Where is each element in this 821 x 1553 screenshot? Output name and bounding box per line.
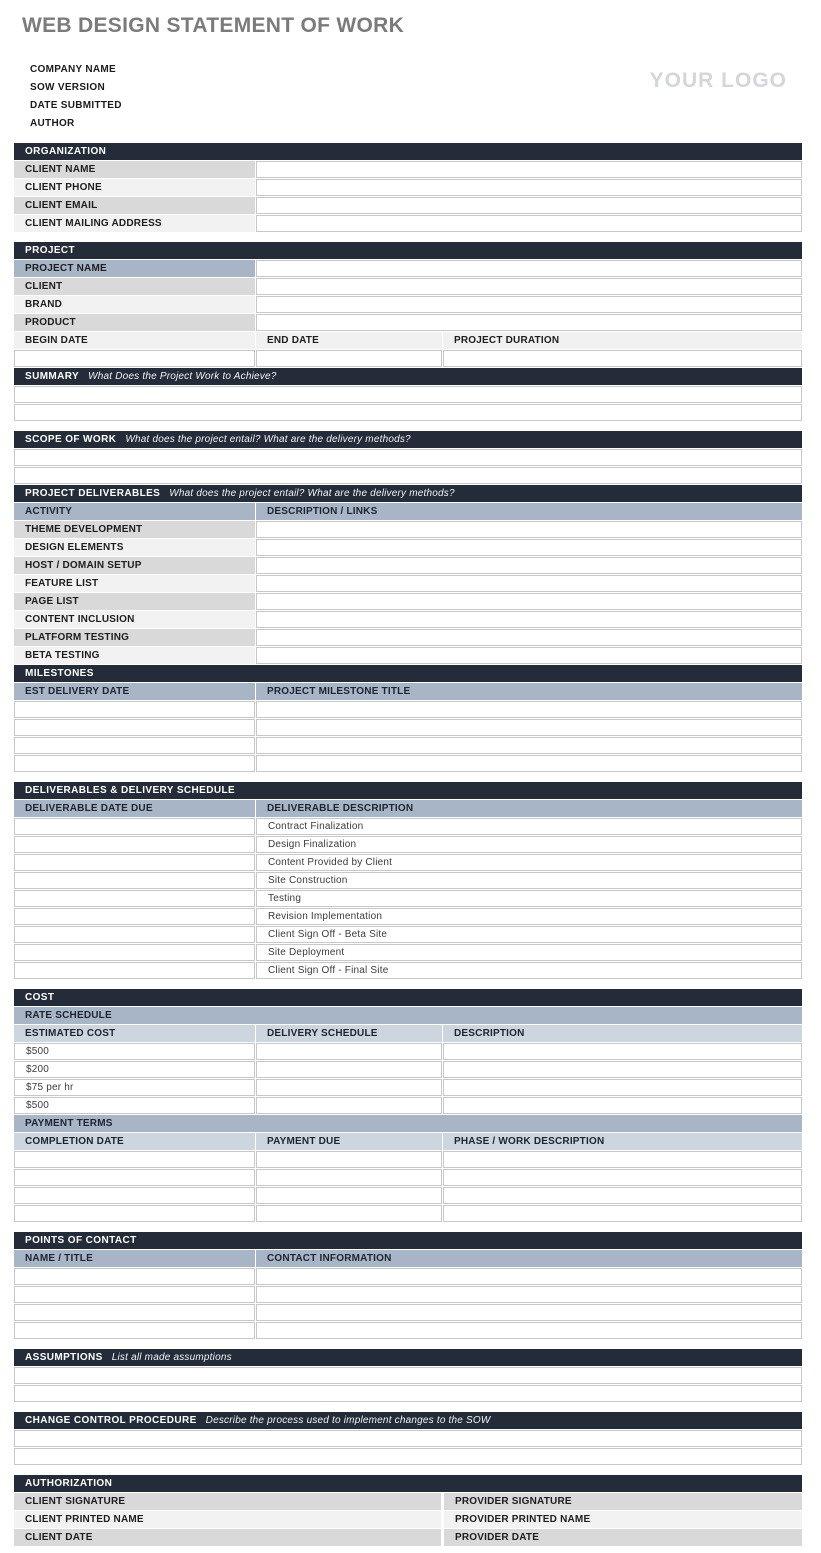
date-value-cell[interactable]: [14, 755, 255, 772]
project-date-value-row: [14, 350, 802, 367]
authorization-header: AUTHORIZATION: [14, 1475, 802, 1492]
deliverable-description-cell: Testing: [256, 890, 802, 907]
value-cell[interactable]: [14, 1430, 802, 1447]
summary-section: [14, 368, 802, 421]
table-row: [14, 314, 802, 331]
description-value-cell[interactable]: [256, 539, 802, 556]
table-row: [14, 836, 802, 853]
table-row: [14, 701, 802, 718]
table-row: [14, 296, 802, 313]
deliverables-column-header-row: [14, 503, 802, 520]
table-row: [14, 755, 802, 772]
contact-information-column-header: CONTACT INFORMATION: [256, 1250, 802, 1267]
description-value-cell[interactable]: [256, 611, 802, 628]
table-row: [14, 647, 802, 664]
value-cell[interactable]: [256, 215, 802, 232]
rate-column-header-row: [14, 1025, 802, 1042]
value-cell[interactable]: [14, 467, 802, 484]
table-row: [14, 1304, 802, 1321]
value-cell[interactable]: [14, 1448, 802, 1465]
project-duration-header: PROJECT DURATION: [443, 332, 802, 349]
contact-information-value-cell[interactable]: [256, 1322, 802, 1339]
estimated-cost-cell[interactable]: $200: [14, 1061, 255, 1078]
milestones-section: [14, 665, 802, 772]
date-due-value-cell[interactable]: [14, 890, 255, 907]
provider-signature-label-cell: PROVIDER SIGNATURE: [444, 1493, 802, 1510]
table-row: [14, 1511, 802, 1528]
table-row: [14, 260, 802, 277]
date-due-value-cell[interactable]: [14, 962, 255, 979]
milestone-value-cell[interactable]: [256, 755, 802, 772]
name-title-value-cell[interactable]: [14, 1322, 255, 1339]
begin-date-header: BEGIN DATE: [14, 332, 255, 349]
delivery-schedule-cell[interactable]: [256, 1043, 442, 1060]
client-signature-label-cell: CLIENT DATE: [14, 1529, 441, 1546]
table-row: [14, 1097, 802, 1114]
table-row: [14, 854, 802, 871]
begin-date-cell[interactable]: [14, 350, 255, 367]
value-cell[interactable]: [256, 314, 802, 331]
table-row: [14, 179, 802, 196]
table-row: [14, 611, 802, 628]
blank-row: [14, 1385, 802, 1402]
value-cell[interactable]: [14, 1385, 802, 1402]
delivery-schedule-cell[interactable]: [256, 1097, 442, 1114]
table-row: [14, 161, 802, 178]
provider-signature-label-cell: PROVIDER DATE: [444, 1529, 802, 1546]
table-row: [14, 1079, 802, 1096]
table-row: [14, 1205, 802, 1222]
table-row: [14, 1268, 802, 1285]
label-cell: CLIENT EMAIL: [14, 197, 255, 214]
description-value-cell[interactable]: [256, 629, 802, 646]
organization-section: [14, 143, 802, 232]
deliverable-description-cell: Contract Finalization: [256, 818, 802, 835]
date-due-value-cell[interactable]: [14, 944, 255, 961]
table-row: [14, 539, 802, 556]
completion-date-cell[interactable]: [14, 1187, 255, 1204]
name-title-value-cell[interactable]: [14, 1304, 255, 1321]
table-row: [14, 926, 802, 943]
phase-work-description-cell[interactable]: [443, 1205, 802, 1222]
description-value-cell[interactable]: [256, 557, 802, 574]
label-cell: CLIENT NAME: [14, 161, 255, 178]
rate-schedule-subheader-row: [14, 1007, 802, 1024]
date-due-column-header: DELIVERABLE DATE DUE: [14, 800, 255, 817]
points-of-contact-header: POINTS OF CONTACT: [14, 1232, 802, 1249]
milestones-column-header-row: [14, 683, 802, 700]
project-deliverables-header: PROJECT DELIVERABLES What does the project entail? What are the delivery methods?: [14, 485, 802, 502]
deliverable-description-cell: Site Deployment: [256, 944, 802, 961]
value-cell[interactable]: [256, 197, 802, 214]
table-row: [14, 1043, 802, 1060]
description-cell[interactable]: [443, 1079, 802, 1096]
table-row: [14, 575, 802, 592]
value-cell[interactable]: [14, 404, 802, 421]
activity-label-cell: PAGE LIST: [14, 593, 255, 610]
description-value-cell[interactable]: [256, 521, 802, 538]
assumptions-header: ASSUMPTIONS List all made assumptions: [14, 1349, 802, 1366]
estimated-cost-cell[interactable]: $500: [14, 1097, 255, 1114]
delivery-schedule-cell[interactable]: [256, 1061, 442, 1078]
description-cell[interactable]: [443, 1061, 802, 1078]
date-due-value-cell[interactable]: [14, 926, 255, 943]
table-row: [14, 1286, 802, 1303]
phase-work-description-cell[interactable]: [443, 1169, 802, 1186]
est-delivery-date-column-header: EST DELIVERY DATE: [14, 683, 255, 700]
label-cell: PROJECT NAME: [14, 260, 255, 277]
contact-information-value-cell[interactable]: [256, 1304, 802, 1321]
blank-row: [14, 1367, 802, 1384]
value-cell[interactable]: [256, 179, 802, 196]
end-date-cell[interactable]: [256, 350, 442, 367]
end-date-header: END DATE: [256, 332, 442, 349]
table-row: [14, 737, 802, 754]
client-signature-label-cell: CLIENT SIGNATURE: [14, 1493, 441, 1510]
description-cell[interactable]: [443, 1097, 802, 1114]
delivery-schedule-header: DELIVERABLES & DELIVERY SCHEDULE: [14, 782, 802, 799]
phase-work-description-cell[interactable]: [443, 1151, 802, 1168]
value-cell[interactable]: [256, 296, 802, 313]
authorization-section: [14, 1475, 802, 1546]
name-title-value-cell[interactable]: [14, 1268, 255, 1285]
deliverables-subtitle: What does the project entail? What are the delivery methods?: [169, 488, 455, 499]
table-row: [14, 521, 802, 538]
description-column-header: DESCRIPTION / LINKS: [256, 503, 802, 520]
table-row: [14, 278, 802, 295]
date-due-value-cell[interactable]: [14, 908, 255, 925]
change-control-header: CHANGE CONTROL PROCEDURE Describe the process used to implement changes to the SOW: [14, 1412, 802, 1429]
label-cell: CLIENT MAILING ADDRESS: [14, 215, 255, 232]
estimated-cost-cell[interactable]: $75 per hr: [14, 1079, 255, 1096]
milestone-value-cell[interactable]: [256, 737, 802, 754]
project-header: PROJECT: [14, 242, 802, 259]
milestone-value-cell[interactable]: [256, 719, 802, 736]
activity-label-cell: FEATURE LIST: [14, 575, 255, 592]
date-due-value-cell[interactable]: [14, 836, 255, 853]
deliverable-description-cell: Design Finalization: [256, 836, 802, 853]
description-column-header: DESCRIPTION: [443, 1025, 802, 1042]
project-duration-cell[interactable]: [443, 350, 802, 367]
date-value-cell[interactable]: [14, 737, 255, 754]
delivery-schedule-section: [14, 782, 802, 979]
value-cell[interactable]: [256, 260, 802, 277]
value-cell[interactable]: [14, 386, 802, 403]
payment-due-cell[interactable]: [256, 1187, 442, 1204]
deliverable-description-cell: Revision Implementation: [256, 908, 802, 925]
scope-of-work-section: [14, 431, 802, 484]
summary-header: SUMMARY What Does the Project Work to Achieve?: [14, 368, 802, 385]
table-row: [14, 197, 802, 214]
date-value-cell[interactable]: [14, 701, 255, 718]
activity-label-cell: DESIGN ELEMENTS: [14, 539, 255, 556]
deliverable-description-cell: Client Sign Off - Final Site: [256, 962, 802, 979]
activity-column-header: ACTIVITY: [14, 503, 255, 520]
meta-field-label: SOW VERSION: [30, 82, 105, 93]
table-row: [14, 1169, 802, 1186]
client-signature-label-cell: CLIENT PRINTED NAME: [14, 1511, 441, 1528]
points-of-contact-section: [14, 1232, 802, 1339]
payment-due-column-header: PAYMENT DUE: [256, 1133, 442, 1150]
table-row: [14, 215, 802, 232]
deliverable-description-cell: Site Construction: [256, 872, 802, 889]
table-row: [14, 1061, 802, 1078]
provider-signature-label-cell: PROVIDER PRINTED NAME: [444, 1511, 802, 1528]
activity-label-cell: THEME DEVELOPMENT: [14, 521, 255, 538]
table-row: [14, 1151, 802, 1168]
date-value-cell[interactable]: [14, 719, 255, 736]
table-row: [14, 818, 802, 835]
rate-schedule-label: RATE SCHEDULE: [14, 1007, 802, 1024]
project-date-header-row: [14, 332, 802, 349]
date-due-value-cell[interactable]: [14, 872, 255, 889]
estimated-cost-column-header: ESTIMATED COST: [14, 1025, 255, 1042]
delivery-schedule-column-header-row: [14, 800, 802, 817]
payment-due-cell[interactable]: [256, 1151, 442, 1168]
table-row: [14, 908, 802, 925]
table-row: [14, 1493, 802, 1510]
scope-of-work-header: SCOPE OF WORK What does the project entail? What are the delivery methods?: [14, 431, 802, 448]
milestone-title-column-header: PROJECT MILESTONE TITLE: [256, 683, 802, 700]
payment-due-cell[interactable]: [256, 1169, 442, 1186]
table-row: [14, 944, 802, 961]
cost-section: [14, 989, 802, 1222]
payment-column-header-row: [14, 1133, 802, 1150]
blank-row: [14, 404, 802, 421]
page-title: WEB DESIGN STATEMENT OF WORK: [22, 14, 405, 37]
table-row: [14, 890, 802, 907]
table-row: [14, 557, 802, 574]
description-value-cell[interactable]: [256, 575, 802, 592]
value-cell[interactable]: [256, 278, 802, 295]
deliverable-description-cell: Content Provided by Client: [256, 854, 802, 871]
delivery-schedule-column-header: DELIVERY SCHEDULE: [256, 1025, 442, 1042]
sow-document: [0, 14, 821, 1553]
organization-header: ORGANIZATION: [14, 143, 802, 160]
project-deliverables-section: [14, 485, 802, 664]
blank-row: [14, 449, 802, 466]
completion-date-cell[interactable]: [14, 1151, 255, 1168]
payment-due-cell[interactable]: [256, 1205, 442, 1222]
payment-terms-label: PAYMENT TERMS: [14, 1115, 802, 1132]
table-row: [14, 593, 802, 610]
table-row: [14, 1322, 802, 1339]
meta-field-label: COMPANY NAME: [30, 64, 117, 75]
blank-row: [14, 1430, 802, 1447]
payment-terms-subheader-row: [14, 1115, 802, 1132]
completion-date-cell[interactable]: [14, 1205, 255, 1222]
description-value-cell[interactable]: [256, 593, 802, 610]
deliverable-description-column-header: DELIVERABLE DESCRIPTION: [256, 800, 802, 817]
label-cell: PRODUCT: [14, 314, 255, 331]
deliverable-description-cell: Client Sign Off - Beta Site: [256, 926, 802, 943]
delivery-schedule-cell[interactable]: [256, 1079, 442, 1096]
table-row: [14, 1529, 802, 1546]
estimated-cost-cell[interactable]: $500: [14, 1043, 255, 1060]
contacts-column-header-row: [14, 1250, 802, 1267]
activity-label-cell: PLATFORM TESTING: [14, 629, 255, 646]
table-row: [14, 962, 802, 979]
value-cell[interactable]: [14, 1367, 802, 1384]
value-cell[interactable]: [256, 161, 802, 178]
project-section: [14, 242, 802, 367]
table-row: [14, 872, 802, 889]
activity-label-cell: HOST / DOMAIN SETUP: [14, 557, 255, 574]
change-control-subtitle: Describe the process used to implement changes to the SOW: [205, 1415, 491, 1426]
blank-row: [14, 386, 802, 403]
completion-date-column-header: COMPLETION DATE: [14, 1133, 255, 1150]
table-row: [14, 719, 802, 736]
name-title-value-cell[interactable]: [14, 1286, 255, 1303]
label-cell: CLIENT PHONE: [14, 179, 255, 196]
date-due-value-cell[interactable]: [14, 854, 255, 871]
summary-subtitle: What Does the Project Work to Achieve?: [88, 371, 277, 382]
blank-row: [14, 467, 802, 484]
contact-information-value-cell[interactable]: [256, 1268, 802, 1285]
meta-field-label: AUTHOR: [30, 118, 75, 129]
activity-label-cell: BETA TESTING: [14, 647, 255, 664]
logo-placeholder: YOUR LOGO: [649, 69, 787, 92]
milestones-header: MILESTONES: [14, 665, 802, 682]
description-value-cell[interactable]: [256, 647, 802, 664]
meta-field-label: DATE SUBMITTED: [30, 100, 122, 111]
table-row: [14, 1187, 802, 1204]
value-cell[interactable]: [14, 449, 802, 466]
contact-information-value-cell[interactable]: [256, 1286, 802, 1303]
activity-label-cell: CONTENT INCLUSION: [14, 611, 255, 628]
assumptions-subtitle: List all made assumptions: [111, 1352, 232, 1363]
scope-subtitle: What does the project entail? What are the delivery methods?: [125, 434, 411, 445]
change-control-section: [14, 1412, 802, 1465]
phase-work-description-column-header: PHASE / WORK DESCRIPTION: [443, 1133, 802, 1150]
phase-work-description-cell[interactable]: [443, 1187, 802, 1204]
date-due-value-cell[interactable]: [14, 818, 255, 835]
assumptions-section: [14, 1349, 802, 1402]
blank-row: [14, 1448, 802, 1465]
cost-header: COST: [14, 989, 802, 1006]
label-cell: BRAND: [14, 296, 255, 313]
label-cell: CLIENT: [14, 278, 255, 295]
table-row: [14, 629, 802, 646]
description-cell[interactable]: [443, 1043, 802, 1060]
name-title-column-header: NAME / TITLE: [14, 1250, 255, 1267]
milestone-value-cell[interactable]: [256, 701, 802, 718]
completion-date-cell[interactable]: [14, 1169, 255, 1186]
